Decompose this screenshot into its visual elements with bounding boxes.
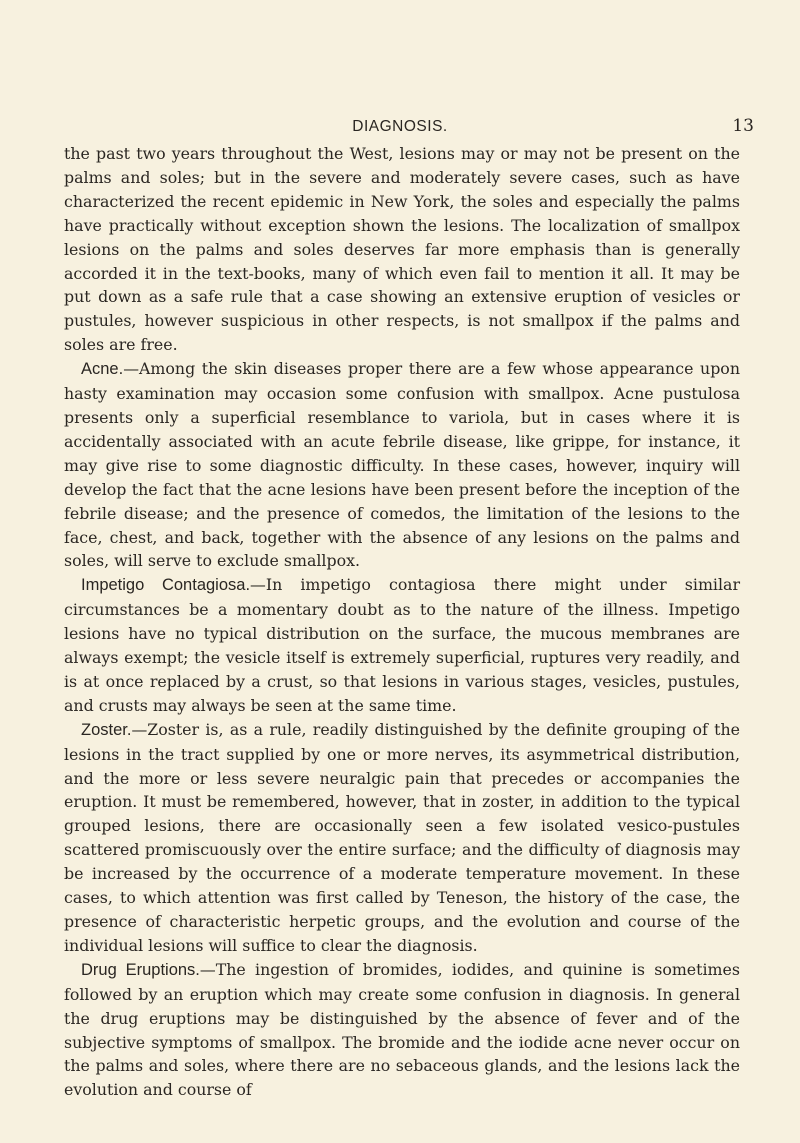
section-heading-impetigo: Impetigo Contagiosa. bbox=[81, 576, 251, 595]
paragraph-acne bbox=[64, 357, 740, 573]
paragraph-impetigo bbox=[64, 573, 740, 717]
section-heading-drug-eruptions: Drug Eruptions. bbox=[81, 960, 200, 979]
paragraph-zoster bbox=[64, 718, 740, 958]
paragraph-text: —Among the skin diseases proper there are a few whose appearance upon hasty examination may occasion some confusion with smallpox. Acne pustulosa presents only a superficial resemblance to variola, but in cases where it is accidentally associated with an acute febrile disease, like grippe, for instance, it may give rise to some diagnostic difficulty. In these cases, however, inquiry will develop the fact that the acne lesions have been present before the inception of the febrile disease; and the presence of comedos, the limitation of the lesions to the face, chest, and back, together with the absence of any lesions on the palms and soles, will serve to exclude smallpox. bbox=[64, 359, 740, 571]
paragraph-text: —Zoster is, as a rule, readily distinguished by the definite grouping of the lesions in the tract supplied by one or more nerves, its asymmetrical distribution, and the more or less severe neuralgic pain that precedes or accompanies the eruption. It must be remembered, however, that in zoster, in addition to the typical grouped lesions, there are occasionally seen a few isolated vesico-pustules scattered promiscuously over the entire surface; and the difficulty of diagnosis may be increased by the occurrence of a moderate temperature movement. In these cases, to which attention was first called by Teneson, the history of the case, the presence of characteristic herpetic groups, and the evolution and course of the individual lesions will suffice to clear the diagnosis. bbox=[64, 719, 740, 955]
section-heading-acne: Acne. bbox=[81, 360, 124, 379]
paragraph-text: the past two years throughout the West, lesions may or may not be present on the palms and soles; but in the severe and moderately severe cases, such as have characterized the recent epidemic in New York, the soles and especially the palms have practically without exception shown the lesions. The localization of smallpox lesions on the palms and soles deserves far more emphasis than is generally accorded it in the text-books, many of which even fail to mention it all. It may be put down as a safe rule that a case showing an extensive eruption of vesicles or pustules, however suspicious in other respects, is not smallpox if the palms and soles are free. bbox=[64, 144, 740, 355]
paragraph-text: —The ingestion of bromides, iodides, and quinine is sometimes followed by an eruption which may create some confusion in diagnosis. In general the drug eruptions may be distinguished by the absence of fever and of the subjective symptoms of smallpox. The bromide and the iodide acne never occur on the palms and soles, where there are no sebaceous glands, and the lesions lack the evolution and course of bbox=[64, 959, 740, 1100]
page-number: 13 bbox=[732, 116, 754, 136]
paragraph-text: —In impetigo contagiosa there might under similar circumstances be a momentary doubt as to the nature of the illness. Impetigo lesions have no typical distribution on the surface, the mucous membranes are always exempt; the vesicle itself is extremely superficial, ruptures very readily, and is at once replaced by a crust, so that lesions in various stages, vesicles, pustules, and crusts may always be seen at the same time. bbox=[64, 575, 740, 715]
section-heading-zoster: Zoster. bbox=[81, 720, 132, 739]
page-header bbox=[0, 116, 800, 136]
paragraph-drug-eruptions bbox=[64, 958, 740, 1102]
text-body bbox=[64, 142, 740, 1102]
running-head: DIAGNOSIS. bbox=[352, 118, 448, 135]
paragraph-continuation bbox=[64, 142, 740, 357]
